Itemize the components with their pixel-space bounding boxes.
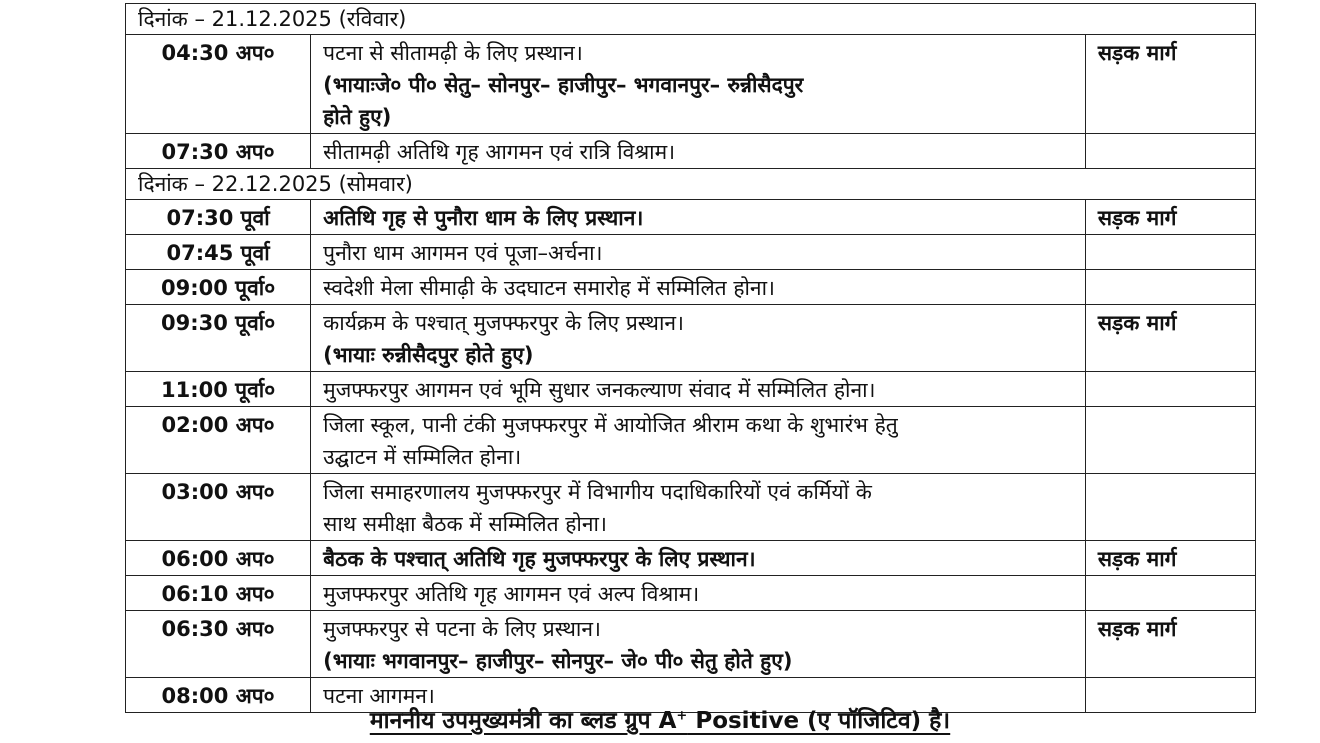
schedule-row [126,134,1256,169]
time-cell: 02:00 अप० [126,407,311,474]
time-cell: 08:00 अप० [126,678,311,713]
activity-line: अतिथि गृह से पुनौरा धाम के लिए प्रस्थान। [323,206,644,230]
schedule-row [126,576,1256,611]
activity-cell [311,235,1086,270]
blood-group-text [370,708,950,734]
schedule-row [126,407,1256,474]
travel-mode-cell [1085,235,1255,270]
schedule-row [126,305,1256,372]
time-cell: 07:30 पूर्वा [126,200,311,235]
activity-line: (भायाः भगवानपुर– हाजीपुर– सोनपुर– जे० पी० सेतु होते हुए) [323,649,793,673]
activity-line: मुजफ्फरपुर से पटना के लिए प्रस्थान। [323,617,601,641]
travel-mode-cell: सड़क मार्ग [1085,541,1255,576]
time-cell: 04:30 अप० [126,35,311,134]
activity-line: साथ समीक्षा बैठक में सम्मिलित होना। [323,512,607,536]
date-row [126,4,1256,35]
activity-line: उद्घाटन में सम्मिलित होना। [323,445,522,469]
activity-line: सीतामढ़ी अतिथि गृह आगमन एवं रात्रि विश्राम। [323,140,676,164]
travel-mode-cell: सड़क मार्ग [1085,35,1255,134]
time-cell: 06:30 अप० [126,611,311,678]
activity-line: जिला स्कूल, पानी टंकी मुजफ्फरपुर में आयोजित श्रीराम कथा के शुभारंभ हेतु [323,413,898,437]
activity-line: पटना से सीतामढ़ी के लिए प्रस्थान। [323,41,583,65]
activity-line: मुजफ्फरपुर आगमन एवं भूमि सुधार जनकल्याण संवाद में सम्मिलित होना। [323,378,876,402]
schedule-row [126,270,1256,305]
travel-mode-cell [1085,270,1255,305]
activity-cell [311,541,1086,576]
schedule-row [126,474,1256,541]
travel-mode-cell [1085,407,1255,474]
time-cell: 03:00 अप० [126,474,311,541]
activity-cell [311,35,1086,134]
blood-group-sup: + [676,708,688,724]
activity-cell [311,407,1086,474]
time-cell: 07:30 अप० [126,134,311,169]
activity-cell [311,372,1086,407]
activity-cell [311,474,1086,541]
activity-line: मुजफ्फरपुर अतिथि गृह आगमन एवं अल्प विश्राम। [323,582,700,606]
blood-group-prefix: माननीय उपमुख्यमंत्री का ब्लड ग्रुप A [369,708,677,734]
travel-mode-cell: सड़क मार्ग [1085,305,1255,372]
date-row [126,169,1256,200]
schedule-row [126,611,1256,678]
time-cell: 06:00 अप० [126,541,311,576]
activity-line: स्वदेशी मेला सीमाढ़ी के उदघाटन समारोह में सम्मिलित होना। [323,276,775,300]
activity-line: होते हुए) [323,105,392,129]
time-cell: 09:30 पूर्वा० [126,305,311,372]
time-cell: 07:45 पूर्वा [126,235,311,270]
travel-mode-cell: सड़क मार्ग [1085,200,1255,235]
activity-line: बैठक के पश्चात् अतिथि गृह मुजफ्फरपुर के लिए प्रस्थान। [323,547,756,571]
schedule-body [126,4,1256,713]
travel-mode-cell: सड़क मार्ग [1085,611,1255,678]
activity-cell [311,270,1086,305]
date-header: दिनांक – 22.12.2025 (सोमवार) [126,169,1256,200]
activity-cell [311,305,1086,372]
date-header: दिनांक – 21.12.2025 (रविवार) [126,4,1256,35]
schedule-row [126,35,1256,134]
time-cell: 11:00 पूर्वा० [126,372,311,407]
blood-group-note [0,703,1320,735]
travel-mode-cell [1085,134,1255,169]
schedule-row [126,235,1256,270]
activity-cell [311,134,1086,169]
travel-mode-cell [1085,474,1255,541]
schedule-row [126,372,1256,407]
schedule-row [126,200,1256,235]
blood-group-suffix: Positive (ए पॉजिटिव) है। [687,708,951,734]
activity-line: जिला समाहरणालय मुजफ्फरपुर में विभागीय पदाधिकारियों एवं कर्मियों के [323,480,872,504]
time-cell: 09:00 पूर्वा० [126,270,311,305]
activity-line: पुनौरा धाम आगमन एवं पूजा–अर्चना। [323,241,603,265]
activity-line: (भायाःजे० पी० सेतु– सोनपुर– हाजीपुर– भगवानपुर– रुन्नीसैदपुर [323,73,804,97]
travel-mode-cell [1085,372,1255,407]
activity-cell [311,200,1086,235]
activity-cell [311,576,1086,611]
time-cell: 06:10 अप० [126,576,311,611]
activity-cell [311,611,1086,678]
activity-line: (भायाः रुन्नीसैदपुर होते हुए) [323,343,534,367]
activity-line: पटना आगमन। [323,684,435,708]
travel-mode-cell [1085,576,1255,611]
schedule-table [125,3,1256,713]
activity-line: कार्यक्रम के पश्चात् मुजफ्फरपुर के लिए प्रस्थान। [323,311,685,335]
schedule-row [126,541,1256,576]
